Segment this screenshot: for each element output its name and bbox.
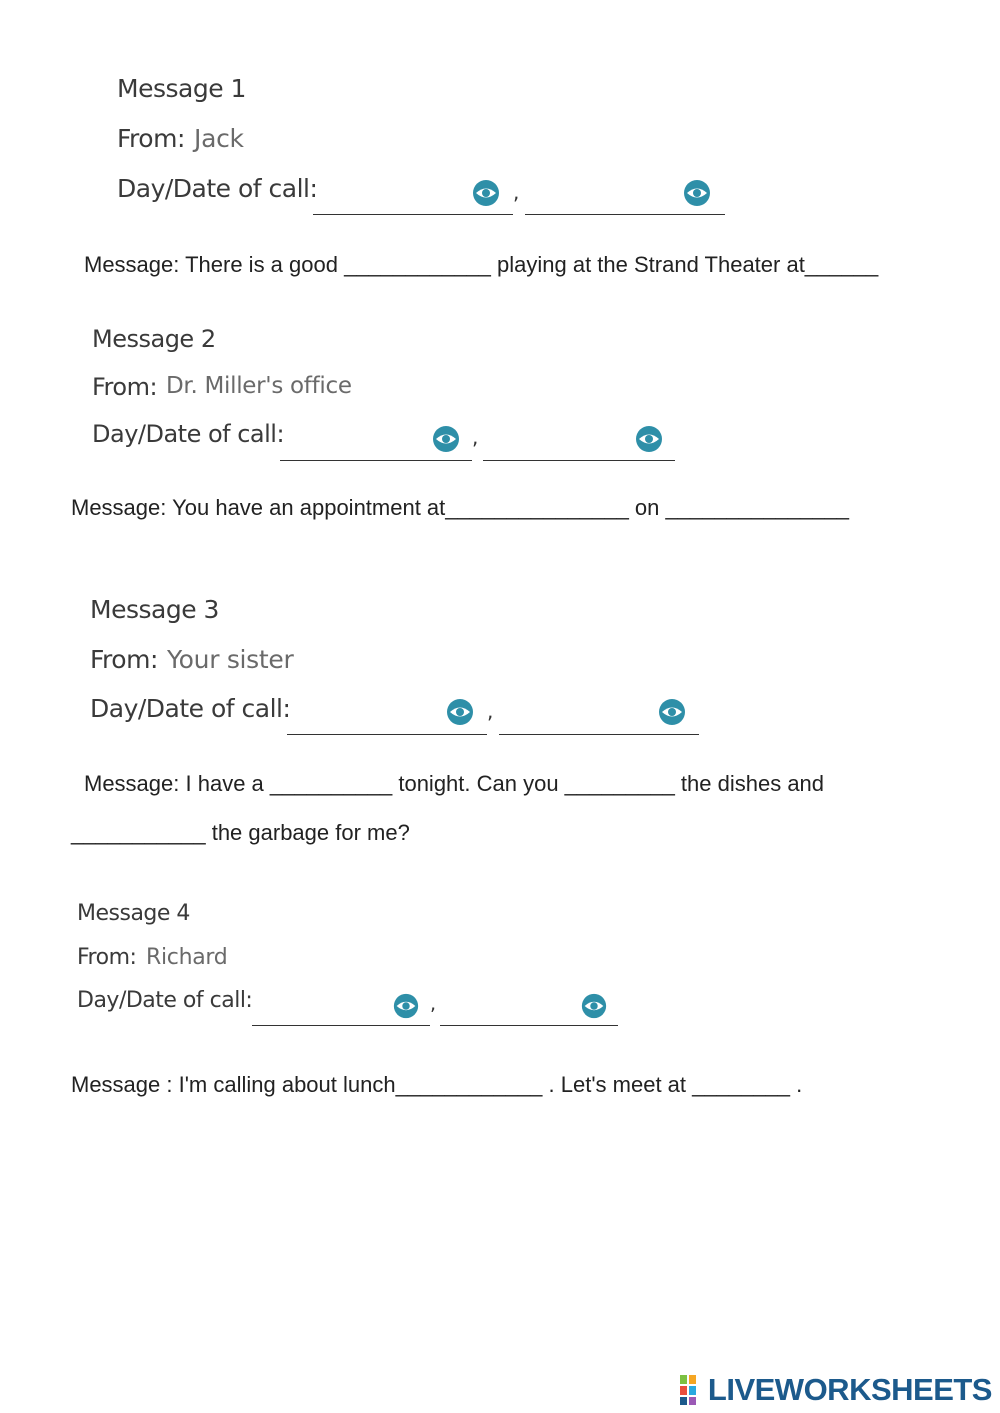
message-1-date-field[interactable] — [525, 214, 725, 215]
message-1-day-field[interactable] — [313, 214, 513, 215]
eye-icon[interactable] — [580, 992, 608, 1020]
message-4-title: Message 4 — [77, 901, 190, 926]
eye-icon[interactable] — [634, 424, 664, 454]
eye-icon[interactable] — [392, 992, 420, 1020]
message-4-from-value: Richard — [146, 945, 228, 970]
liveworksheets-logo[interactable] — [680, 1372, 992, 1408]
message-1-from-value: Jack — [194, 124, 244, 153]
message-3-title: Message 3 — [90, 595, 219, 624]
eye-icon[interactable] — [431, 424, 461, 454]
message-2-text: Message: You have an appointment at_______________ on _______________ — [71, 495, 850, 520]
message-3-date-field[interactable] — [499, 734, 699, 735]
liveworksheets-logo-text: LIVEWORKSHEETS — [707, 1372, 992, 1407]
message-2-from-value: Dr. Miller's office — [166, 373, 352, 399]
message-4-separator: , — [430, 993, 437, 1015]
message-3-day-field[interactable] — [287, 734, 487, 735]
message-3-from-label: From: — [90, 645, 158, 674]
eye-icon[interactable] — [471, 178, 501, 208]
message-4-text: Message : I'm calling about lunch____________ . Let's meet at ________ . — [71, 1072, 803, 1097]
message-2-from-label: From: — [92, 373, 158, 401]
message-3-from-value: Your sister — [167, 645, 294, 674]
message-1-text: Message: There is a good ____________ playing at the Strand Theater at______ — [84, 252, 879, 277]
message-1-from-label: From: — [117, 124, 185, 153]
message-3-date-label: Day/Date of call: — [90, 694, 291, 723]
eye-icon[interactable] — [682, 178, 712, 208]
message-4-day-field[interactable] — [252, 1025, 430, 1026]
message-3-separator: , — [487, 699, 494, 723]
message-1-date-label: Day/Date of call: — [117, 174, 318, 203]
message-1-title: Message 1 — [117, 74, 246, 103]
eye-icon[interactable] — [657, 697, 687, 727]
message-1-separator: , — [513, 180, 520, 204]
message-3-text-line-2: ___________ the garbage for me? — [71, 820, 410, 845]
message-2-date-label: Day/Date of call: — [92, 420, 285, 448]
message-2-day-field[interactable] — [280, 460, 472, 461]
eye-icon[interactable] — [445, 697, 475, 727]
message-2-separator: , — [472, 425, 479, 449]
message-4-date-label: Day/Date of call: — [77, 988, 253, 1013]
liveworksheets-logo-icon — [680, 1375, 706, 1405]
message-2-date-field[interactable] — [483, 460, 675, 461]
message-4-from-label: From: — [77, 945, 137, 970]
message-4-date-field[interactable] — [440, 1025, 618, 1026]
message-2-title: Message 2 — [92, 325, 216, 353]
message-3-text-line-1: Message: I have a __________ tonight. Can you _________ the dishes and — [84, 771, 825, 796]
